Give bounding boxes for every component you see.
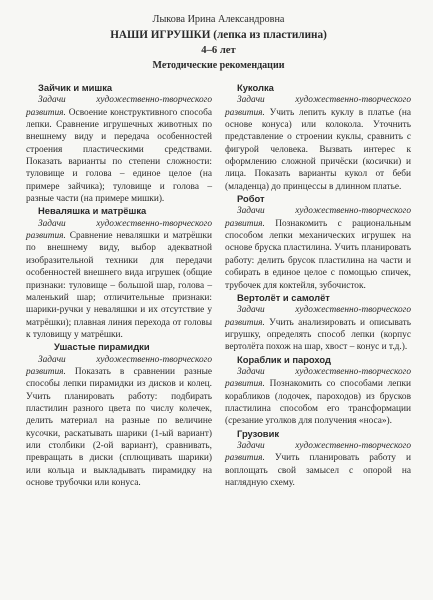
section-text: Сравнение неваляшки и матрёшки по внешнему виду, выбор адекватной изобразительной техники для передачи особенностей внешнего вида игрушек (общие признаки: туловище – большой шар, голова – маленький шар; отличительные признаки: шарики-ручки у неваляшки и их отсутствие у матрёшки); плавная линия перехода от головы к туловищу у матрёшки. — [26, 231, 212, 340]
left-column — [26, 82, 212, 489]
section-task: Задачи художественно-творческого развития. — [225, 440, 411, 464]
section-text: Познакомить со способами лепки корабликов (лодочек, пароходов) из брусков пластилина способом его трансформации (срезание уголков для получения «носа»). — [225, 379, 411, 427]
section-body — [26, 218, 212, 341]
author-name: Лыкова Ирина Александровна — [152, 14, 285, 25]
section-robot — [225, 193, 411, 292]
right-column — [225, 82, 411, 489]
age-range: 4–6 лет — [201, 45, 236, 56]
section-text: Показать в сравнении разные способы лепки пирамидки из дисков и колец. Учить планировать работу: подбирать пластилин разного цвета по числу колечек, делить материал на разные по величине кусочки, раскатывать шарики (1-ый вариант) или столбики (2-ой вариант), сравнивать, превращать в диски (сплющивать шарики) или кольца и выкладывать пирамидку на основе трубочки или конуса. — [26, 366, 212, 488]
section-task: Задачи художественно-творческого развития. — [225, 305, 411, 328]
section-body — [225, 440, 411, 489]
section-body — [26, 94, 212, 205]
text-columns — [26, 82, 411, 489]
section-title: Неваляшка и матрёшка — [38, 205, 147, 217]
section-task: Задачи художественно-творческого развития. — [26, 218, 212, 242]
section-title: Ушастые пирамидки — [54, 341, 150, 353]
section-gruzovik — [225, 428, 411, 490]
section-vertolyot-i-samolyot — [225, 292, 411, 354]
title-subtitle: (лепка из пластилина) — [213, 29, 327, 41]
section-text: Освоение конструктивного способа лепки. Сравнение игрушечных животных по внешнему виду и передача особенностей строения пластическими средствами. Показать варианты по степени сложности: туловище и голова – единое целое (на примере зайчика); туловище и голова – разные части (на примере мишки). — [26, 107, 212, 205]
section-task: Задачи художественно-творческого развития. — [225, 366, 411, 390]
section-task: Задачи художественно-творческого развития. — [225, 95, 411, 118]
section-body — [225, 304, 411, 353]
section-zaichik-i-mishka — [26, 82, 212, 205]
section-nevalyashka-i-matryoshka — [26, 205, 212, 341]
section-task: Задачи художественно-творческого развития. — [26, 354, 212, 377]
section-task: Задачи художественно-творческого развития. — [225, 206, 411, 229]
section-task: Задачи художественно-творческого развития. — [26, 95, 212, 118]
section-korablik-i-parokhod — [225, 354, 411, 428]
section-body — [26, 354, 212, 490]
section-kukolka — [225, 82, 411, 193]
section-title: Вертолёт и самолёт — [237, 291, 330, 303]
section-text: Учить планировать работу и воплощать свой замысел с опорой на наглядную схему. — [225, 453, 411, 488]
title-main: НАШИ ИГРУШКИ — [110, 29, 211, 41]
section-text: Учить анализировать и описывать игрушку, определять способ лепки (корпус вертолёта похож на шар, хвост – конус и т.д.). — [225, 317, 411, 353]
section-ushastye-piramidki — [26, 341, 212, 489]
section-body — [225, 366, 411, 428]
document-title — [26, 29, 411, 42]
section-title: Зайчик и мишка — [38, 82, 113, 93]
section-title: Грузовик — [237, 427, 280, 439]
recommendations-heading: Методические рекомендации — [152, 60, 285, 71]
section-title: Кораблик и пароход — [237, 353, 331, 365]
section-text: Учить лепить куклу в платье (на основе конуса) или колокола. Уточнить представление о строении куклы, сравнить с фигурой человека. Вызвать интерес к оформлению сложной причёски (косички) и лица. Показать варианты кукол от беби (младенца) до принцессы в длинном платье. — [225, 107, 411, 192]
section-text: Познакомить с рациональным способом лепки механических игрушек на основе бруска пластилина. Учить планировать работу: делить брусок пластилина на части и собирать в единое целое с помощью спичек, трубочек для коктейля, зубочисток. — [225, 218, 411, 291]
section-title: Куколка — [237, 82, 274, 93]
section-body — [225, 205, 411, 291]
section-body — [225, 94, 411, 193]
section-title: Робот — [237, 193, 265, 205]
